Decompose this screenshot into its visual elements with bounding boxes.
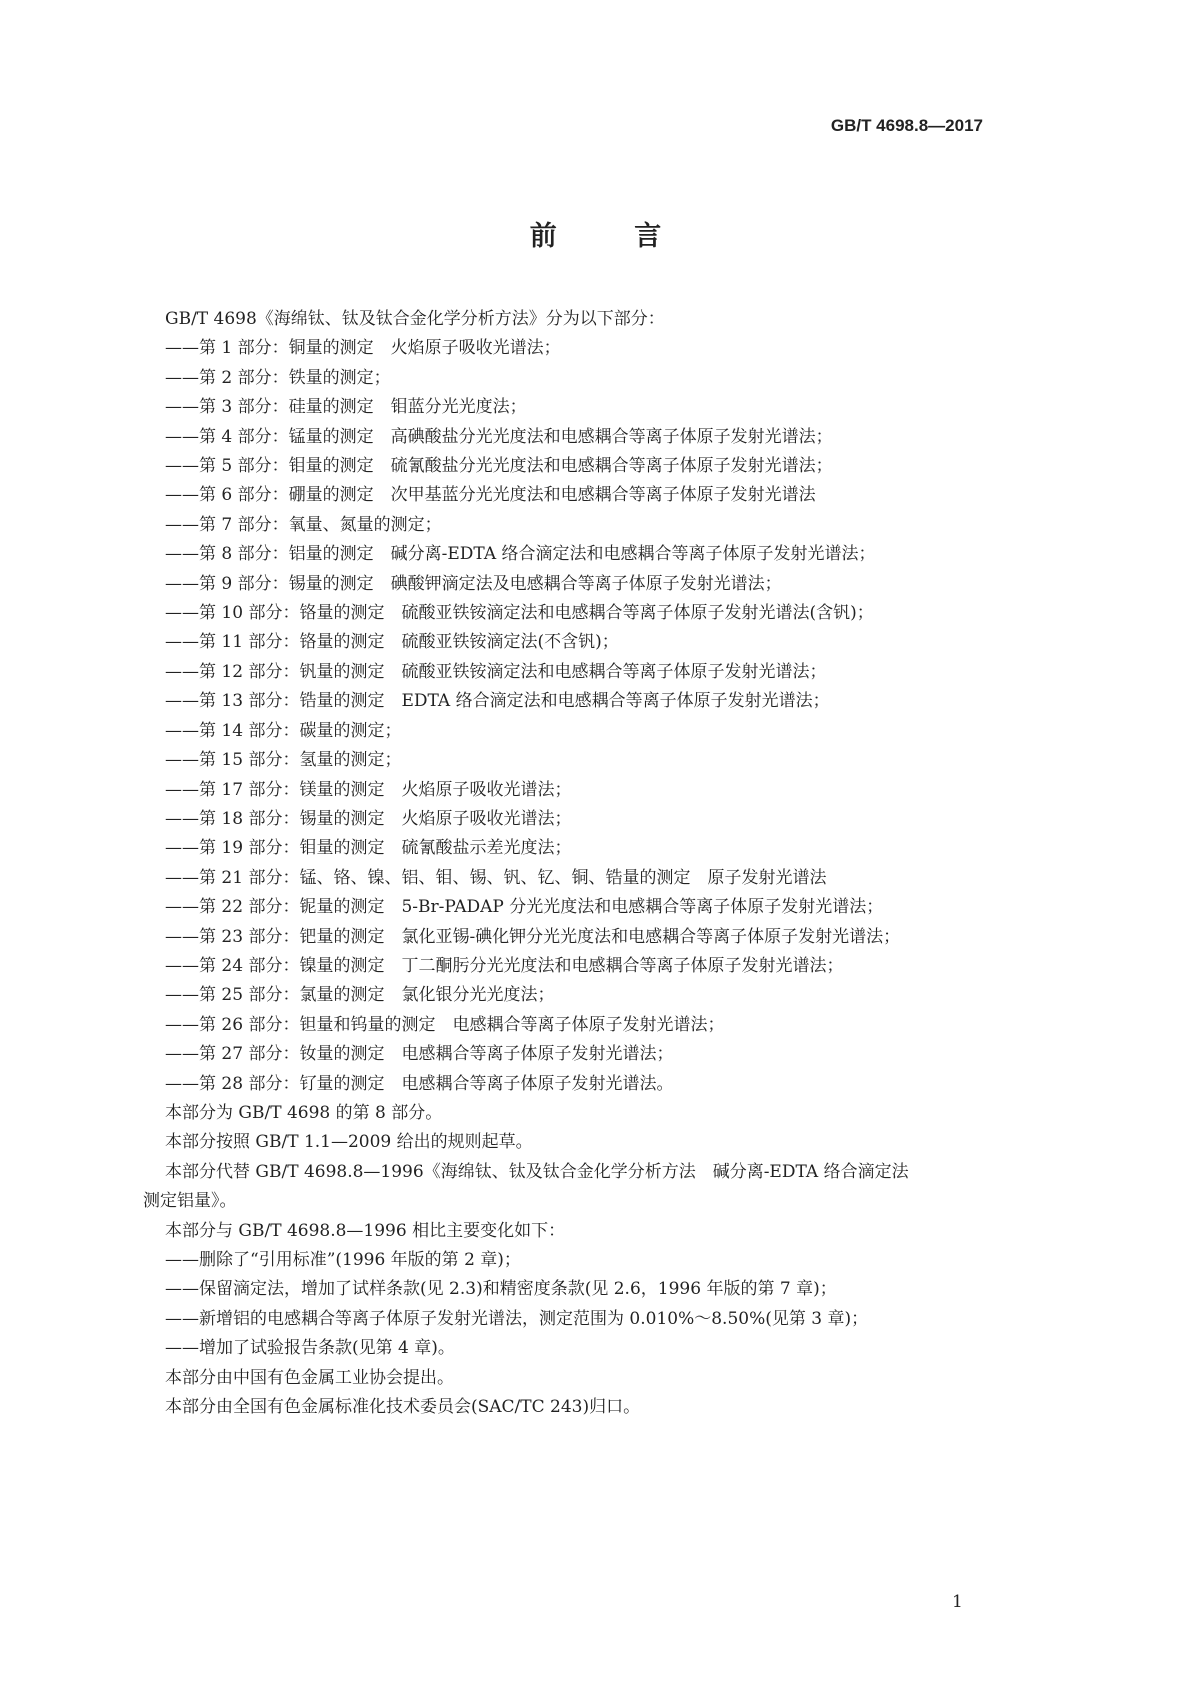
list-item-part: [143, 452, 1003, 481]
paragraph-replaces-continued: 测定铝量》。: [143, 1191, 237, 1212]
list-item-text: 第 12 部分：钒量的测定 硫酸亚铁铵滴定法和电感耦合等离子体原子发射光谱法；: [199, 661, 827, 682]
paragraph-centralized-by: 本部分由全国有色金属标准化技术委员会(SAC/TC 243)归口。: [165, 1397, 641, 1418]
list-item-part: [143, 1011, 1003, 1040]
list-item-part: [143, 658, 1003, 687]
list-item-text: 删除了“引用标准”(1996 年版的第 2 章)；: [199, 1250, 521, 1270]
list-item-change: [143, 1334, 1003, 1363]
list-item-part: [143, 717, 1003, 746]
list-item-text: 第 8 部分：铝量的测定 碱分离-EDTA 络合滴定法和电感耦合等离子体原子发射光谱法；: [199, 544, 876, 565]
standard-number: GB/T 4698.8—2017: [830, 116, 983, 135]
dash-marker: ——: [165, 632, 199, 653]
list-item-text: 第 21 部分：锰、铬、镍、铝、钼、锡、钒、钇、铜、锆量的测定 原子发射光谱法: [199, 867, 827, 888]
list-item-part: [143, 570, 1003, 599]
intro-paragraph: GB/T 4698《海绵钛、钛及钛合金化学分析方法》分为以下部分：: [165, 309, 665, 329]
dash-marker: ——: [165, 367, 199, 388]
list-item-part: [143, 1040, 1003, 1069]
list-item-part: [143, 364, 1003, 393]
page-title: 前 言: [529, 221, 696, 252]
list-item-part: [143, 952, 1003, 981]
dash-marker: ——: [165, 1338, 199, 1359]
dash-marker: ——: [165, 1073, 199, 1094]
list-item-change: [143, 1305, 1003, 1334]
list-item-part: [143, 834, 1003, 863]
list-item-text: 第 22 部分：铌量的测定 5-Br-PADAP 分光光度法和电感耦合等离子体原子发射光谱法；: [199, 897, 884, 918]
dash-marker: ——: [165, 338, 199, 359]
list-item-text: 第 15 部分：氢量的测定；: [199, 750, 402, 771]
dash-marker: ——: [165, 720, 199, 741]
dash-marker: ——: [165, 544, 199, 565]
list-item-text: 第 27 部分：钕量的测定 电感耦合等离子体原子发射光谱法；: [199, 1044, 674, 1065]
list-item-change: [143, 1246, 1003, 1275]
list-item-text: 第 24 部分：镍量的测定 丁二酮肟分光光度法和电感耦合等离子体原子发射光谱法；: [199, 955, 844, 976]
paragraph-changes-intro: 本部分与 GB/T 4698.8—1996 相比主要变化如下：: [165, 1220, 566, 1241]
list-item-text: 第 9 部分：锡量的测定 碘酸钾滴定法及电感耦合等离子体原子发射光谱法；: [199, 573, 782, 594]
list-item-part: [143, 540, 1003, 569]
dash-marker: ——: [165, 1308, 199, 1329]
list-item-change: [143, 1275, 1003, 1304]
paragraph-drafting-rules: 本部分按照 GB/T 1.1—2009 给出的规则起草。: [165, 1132, 533, 1153]
paragraph-replaces: 本部分代替 GB/T 4698.8—1996《海绵钛、钛及钛合金化学分析方法 碱分离-EDTA 络合滴定法: [165, 1161, 909, 1182]
dash-marker: ——: [165, 426, 199, 447]
list-item-text: 第 28 部分：钌量的测定 电感耦合等离子体原子发射光谱法。: [199, 1073, 674, 1094]
list-item-text: 第 14 部分：碳量的测定；: [199, 720, 402, 741]
list-item-part: [143, 776, 1003, 805]
dash-marker: ——: [165, 838, 199, 859]
dash-marker: ——: [165, 1250, 199, 1270]
list-item-text: 第 3 部分：硅量的测定 钼蓝分光光度法；: [199, 397, 527, 418]
list-item-part: [143, 893, 1003, 922]
list-item-part: [143, 628, 1003, 657]
list-item-text: 保留滴定法，增加了试样条款(见 2.3)和精密度条款(见 2.6，1996 年版的第 7 章)；: [199, 1279, 837, 1300]
dash-marker: ——: [165, 985, 199, 1006]
dash-marker: ——: [165, 514, 199, 535]
dash-marker: ——: [165, 456, 199, 477]
list-item-part: [143, 423, 1003, 452]
list-item-text: 第 1 部分：铜量的测定 火焰原子吸收光谱法；: [199, 338, 561, 359]
list-item-part: [143, 687, 1003, 716]
dash-marker: ——: [165, 397, 199, 418]
dash-marker: ——: [165, 926, 199, 947]
list-item-text: 第 17 部分：镁量的测定 火焰原子吸收光谱法；: [199, 779, 572, 800]
list-item-part: [143, 746, 1003, 775]
list-item-text: 第 7 部分：氧量、氮量的测定；: [199, 514, 442, 535]
paragraph-part-number: 本部分为 GB/T 4698 的第 8 部分。: [165, 1102, 443, 1123]
list-item-part: [143, 923, 1003, 952]
list-item-text: 新增铝的电感耦合等离子体原子发射光谱法，测定范围为 0.010%～8.50%(见第 3 章)；: [199, 1308, 869, 1329]
foreword-body: [143, 305, 1003, 1422]
list-item-text: 第 26 部分：钽量和钨量的测定 电感耦合等离子体原子发射光谱法；: [199, 1014, 725, 1035]
dash-marker: ——: [165, 779, 199, 800]
list-item-text: 增加了试验报告条款(见第 4 章)。: [199, 1338, 455, 1359]
list-item-text: 第 13 部分：锆量的测定 EDTA 络合滴定法和电感耦合等离子体原子发射光谱法；: [199, 691, 830, 712]
list-item-part: [143, 864, 1003, 893]
list-item-part: [143, 481, 1003, 510]
list-item-part: [143, 393, 1003, 422]
list-item-text: 第 6 部分：硼量的测定 次甲基蓝分光光度法和电感耦合等离子体原子发射光谱法: [199, 485, 816, 506]
dash-marker: ——: [165, 661, 199, 682]
dash-marker: ——: [165, 750, 199, 771]
dash-marker: ——: [165, 1044, 199, 1065]
list-item-text: 第 10 部分：铬量的测定 硫酸亚铁铵滴定法和电感耦合等离子体原子发射光谱法(含钒)；: [199, 603, 874, 624]
list-item-text: 第 4 部分：锰量的测定 高碘酸盐分光光度法和电感耦合等离子体原子发射光谱法；: [199, 426, 833, 447]
list-item-part: [143, 511, 1003, 540]
dash-marker: ——: [165, 603, 199, 624]
list-item-text: 第 11 部分：铬量的测定 硫酸亚铁铵滴定法(不含钒)；: [199, 632, 619, 653]
parts-list: [143, 334, 1003, 1099]
list-item-text: 第 2 部分：铁量的测定；: [199, 367, 391, 388]
list-item-part: [143, 599, 1003, 628]
list-item-text: 第 19 部分：钼量的测定 硫氰酸盐示差光度法；: [199, 838, 572, 859]
page-number: 1: [952, 1592, 963, 1612]
dash-marker: ——: [165, 1279, 199, 1300]
list-item-text: 第 23 部分：钯量的测定 氯化亚锡-碘化钾分光光度法和电感耦合等离子体原子发射光谱法；: [199, 926, 901, 947]
dash-marker: ——: [165, 867, 199, 888]
dash-marker: ——: [165, 955, 199, 976]
dash-marker: ——: [165, 1014, 199, 1035]
dash-marker: ——: [165, 485, 199, 506]
list-item-part: [143, 1070, 1003, 1099]
list-item-text: 第 18 部分：锡量的测定 火焰原子吸收光谱法；: [199, 808, 572, 829]
list-item-text: 第 5 部分：钼量的测定 硫氰酸盐分光光度法和电感耦合等离子体原子发射光谱法；: [199, 456, 833, 477]
dash-marker: ——: [165, 808, 199, 829]
changes-list: [143, 1246, 1003, 1364]
list-item-part: [143, 981, 1003, 1010]
dash-marker: ——: [165, 691, 199, 712]
list-item-part: [143, 805, 1003, 834]
list-item-part: [143, 334, 1003, 363]
dash-marker: ——: [165, 573, 199, 594]
dash-marker: ——: [165, 897, 199, 918]
list-item-text: 第 25 部分：氯量的测定 氯化银分光光度法；: [199, 985, 555, 1006]
paragraph-proposed-by: 本部分由中国有色金属工业协会提出。: [165, 1367, 454, 1388]
